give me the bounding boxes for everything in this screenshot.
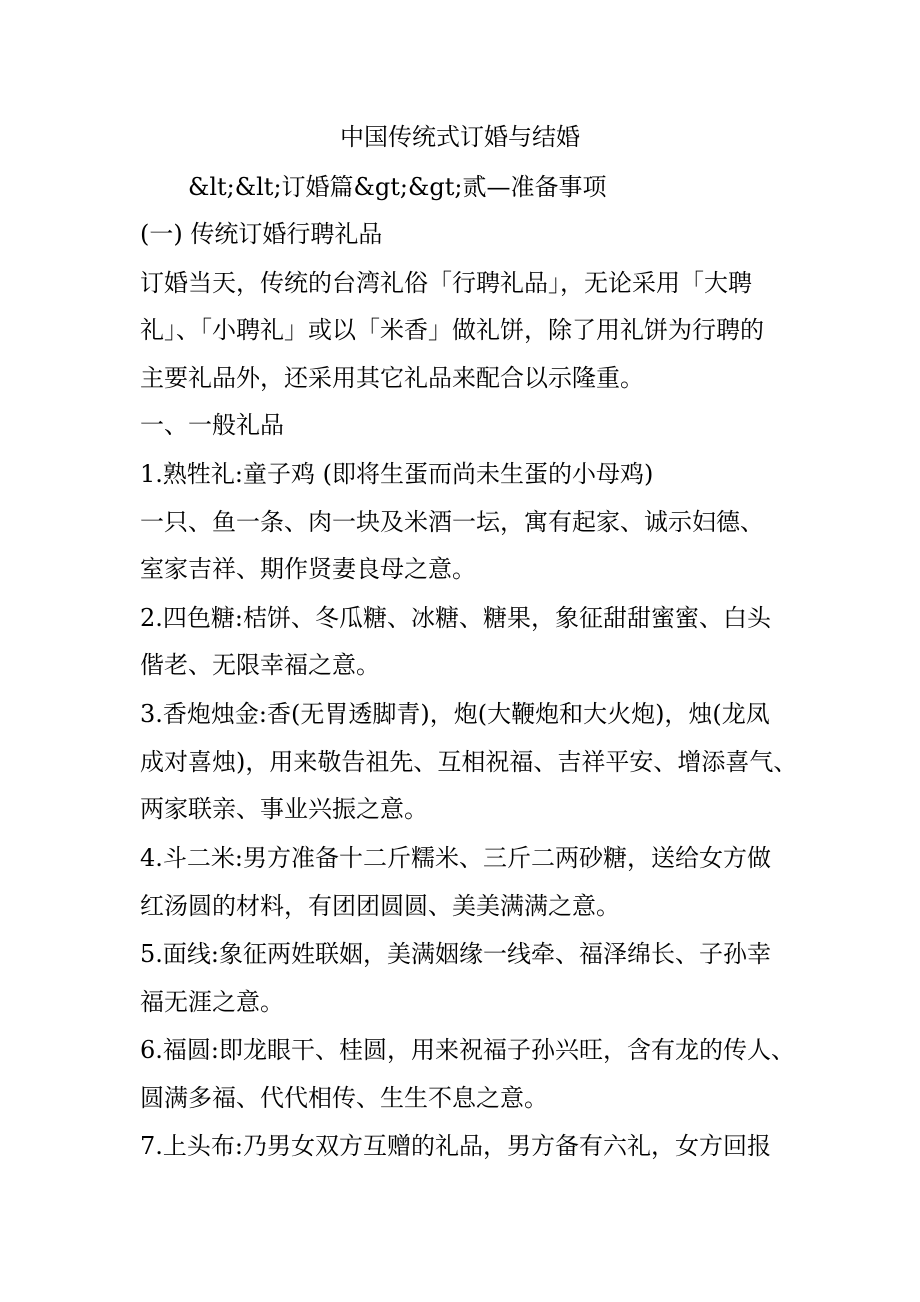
intro-line: 礼」、「小聘礼」或以「米香」做礼饼，除了用礼饼为行聘的 <box>140 316 764 344</box>
item-line: 一只、鱼一条、肉一块及米酒一坛，寓有起家、诚示妇德、 <box>140 508 764 536</box>
item-line: 5.面线:象征两姓联姻，美满姻缘一线牵、福泽绵长、子孙幸 <box>140 940 771 968</box>
item-line: 1.熟牲礼:童子鸡 (即将生蛋而尚未生蛋的小母鸡) <box>140 460 654 488</box>
item-line: 6.福圆:即龙眼干、桂圆，用来祝福子孙兴旺，含有龙的传人、 <box>140 1036 795 1064</box>
document-subtitle: &lt;&lt;订婚篇&gt;&gt;贰—准备事项 <box>188 173 607 201</box>
section-heading: (一) 传统订婚行聘礼品 <box>140 220 383 248</box>
intro-line: 主要礼品外，还采用其它礼品来配合以示隆重。 <box>140 364 644 392</box>
item-line: 2.四色糖:桔饼、冬瓜糖、冰糖、糖果，象征甜甜蜜蜜、白头 <box>140 604 771 632</box>
item-line: 红汤圆的材料，有团团圆圆、美美满满之意。 <box>140 892 620 920</box>
intro-line: 订婚当天，传统的台湾礼俗「行聘礼品」，无论采用「大聘 <box>140 269 752 297</box>
item-line: 偕老、无限幸福之意。 <box>140 651 380 679</box>
item-line: 福无涯之意。 <box>140 988 284 1016</box>
item-line: 室家吉祥、期作贤妻良母之意。 <box>140 555 476 583</box>
item-line: 4.斗二米:男方准备十二斤糯米、三斤二两砂糖，送给女方做 <box>140 844 771 872</box>
subsection-heading: 一、一般礼品 <box>140 411 284 439</box>
document-title: 中国传统式订婚与结婚 <box>340 123 580 151</box>
item-line: 3.香炮烛金:香(无胃透脚青)，炮(大鞭炮和大火炮)，烛(龙凤 <box>140 700 770 728</box>
item-line: 两家联亲、事业兴振之意。 <box>140 795 428 823</box>
item-line: 7.上头布:乃男女双方互赠的礼品，男方备有六礼，女方回报 <box>140 1132 771 1160</box>
item-line: 成对喜烛)，用来敬告祖先、互相祝福、吉祥平安、增添喜气、 <box>140 748 798 776</box>
item-line: 圆满多福、代代相传、生生不息之意。 <box>140 1084 548 1112</box>
